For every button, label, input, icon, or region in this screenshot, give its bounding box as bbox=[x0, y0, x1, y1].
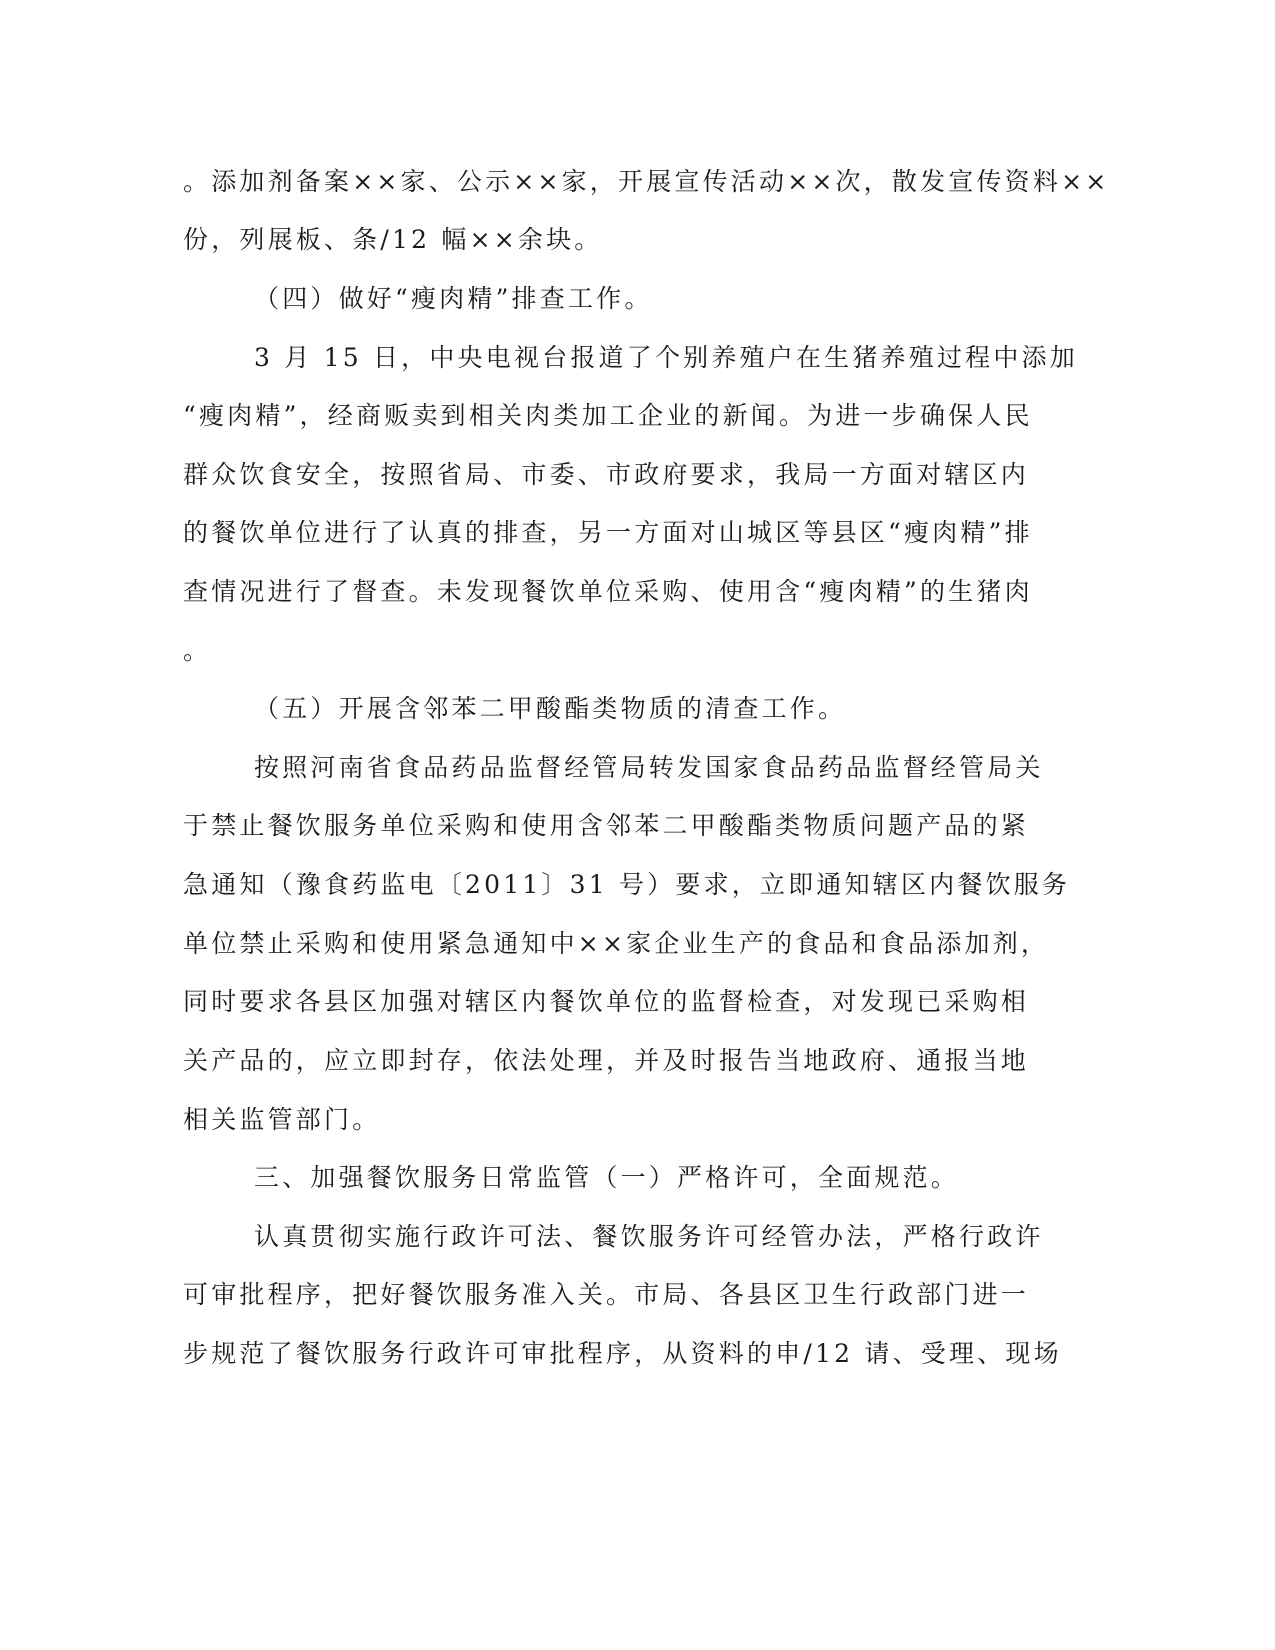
text-line: 于禁止餐饮服务单位采购和使用含邻苯二甲酸酯类物质问题产品的紧 bbox=[183, 811, 1030, 840]
section-heading: （五）开展含邻苯二甲酸酯类物质的清查工作。 bbox=[254, 694, 847, 723]
section-heading: 三、加强餐饮服务日常监管（一）严格许可，全面规范。 bbox=[254, 1163, 960, 1192]
text-line: 急通知（豫食药监电〔2011〕31 号）要求，立即通知辖区内餐饮服务 bbox=[183, 870, 1071, 899]
text-line: 可审批程序，把好餐饮服务准入关。市局、各县区卫生行政部门进一 bbox=[183, 1280, 1030, 1309]
paragraph-first-line: 认真贯彻实施行政许可法、餐饮服务许可经管办法，严格行政许 bbox=[254, 1222, 1044, 1251]
text-line: 单位禁止采购和使用紧急通知中××家企业生产的食品和食品添加剂， bbox=[183, 929, 1050, 958]
text-line: 查情况进行了督查。未发现餐饮单位采购、使用含“瘦肉精”的生猪肉 bbox=[183, 577, 1033, 606]
paragraph-first-line: 3 月 15 日，中央电视台报道了个别养殖户在生猪养殖过程中添加 bbox=[254, 343, 1078, 372]
text-line: 群众饮食安全，按照省局、市委、市政府要求，我局一方面对辖区内 bbox=[183, 460, 1030, 489]
text-line: “瘦肉精”，经商贩卖到相关肉类加工企业的新闻。为进一步确保人民 bbox=[183, 401, 1033, 430]
text-line: 。 bbox=[183, 636, 212, 665]
text-line: 关产品的，应立即封存，依法处理，并及时报告当地政府、通报当地 bbox=[183, 1046, 1030, 1075]
paragraph-first-line: 按照河南省食品药品监督经管局转发国家食品药品监督经管局关 bbox=[254, 753, 1044, 782]
text-line: 的餐饮单位进行了认真的排查，另一方面对山城区等县区“瘦肉精”排 bbox=[183, 518, 1033, 547]
text-line: 步规范了餐饮服务行政许可审批程序，从资料的申/12 请、受理、现场 bbox=[183, 1339, 1062, 1368]
text-line: 份，列展板、条/12 幅××余块。 bbox=[183, 225, 603, 254]
text-line: 相关监管部门。 bbox=[183, 1105, 381, 1134]
text-line: 。添加剂备案××家、公示××家，开展宣传活动××次，散发宣传资料×× bbox=[183, 167, 1110, 196]
text-line: 同时要求各县区加强对辖区内餐饮单位的监督检查，对发现已采购相 bbox=[183, 987, 1030, 1016]
section-heading: （四）做好“瘦肉精”排查工作。 bbox=[254, 284, 653, 313]
